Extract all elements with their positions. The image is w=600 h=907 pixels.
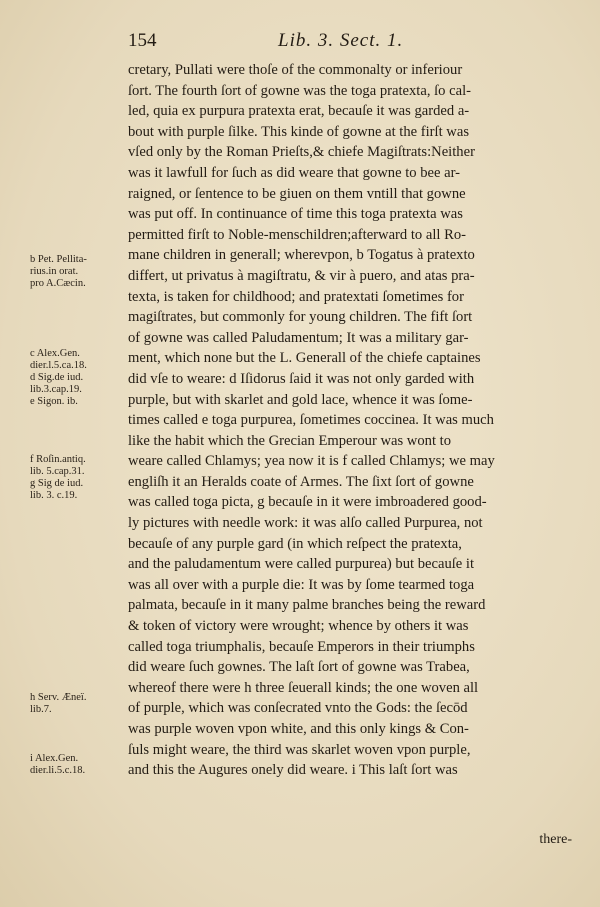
margin-note-line: pro A.Cæcin. [30, 278, 86, 289]
text-line: bout with purple ſilke. This kinde of gowne at the firſt was [128, 123, 470, 140]
margin-note [30, 454, 126, 502]
text-line: palmata, becauſe in it many palme branches being the reward [128, 597, 486, 614]
margin-note-line: lib.3.cap.19. [30, 384, 82, 395]
text-line: was it lawfull for ſuch as did weare that gowne to bee ar- [128, 164, 461, 181]
margin-note-line: lib.7. [30, 704, 52, 715]
margin-note [30, 692, 126, 716]
text-line: led, quia ex purpura pratexta erat, becauſe it was garded a- [128, 103, 470, 120]
text-line: whereof there were h three ſeuerall kinds; the one woven all [128, 679, 479, 696]
running-head: Lib. 3. Sect. 1. [278, 30, 404, 51]
margin-note [30, 348, 126, 408]
margin-note-line: c Alex.Gen. [30, 348, 80, 359]
text-line: and this the Augures onely did weare. i This laſt ſort was [128, 762, 458, 779]
text-line: like the habit which the Grecian Emperour was wont to [128, 432, 451, 449]
margin-note [30, 753, 126, 777]
margin-note-line: dier.l.5.ca.18. [30, 360, 87, 371]
text-line: ment, which none but the L. Generall of the chiefe captaines [128, 350, 481, 367]
page-header [128, 30, 578, 54]
text-line: mane children in generall; wherevpon, b Togatus à pratexto [128, 247, 475, 264]
text-line: was purple woven vpon white, and this only kings & Con- [128, 721, 469, 737]
text-line: called toga triumphalis, becauſe Emperors in their triumphs [128, 638, 475, 655]
page-number: 154 [128, 30, 157, 51]
margin-note [30, 254, 126, 290]
text-line: differt, ut privatus à magiſtratu, & vir à puero, and atas pra- [128, 267, 475, 284]
margin-note-line: b Pet. Pellita- [30, 254, 87, 265]
text-line: ſuls might weare, the third was skarlet woven vpon purple, [128, 741, 471, 758]
text-line: and the paludamentum were called purpurea) but becauſe it [128, 556, 475, 573]
text-line: magiſtrates, but commonly for young children. The fift ſort [128, 309, 473, 326]
margin-note-line: lib. 5.cap.31. [30, 466, 85, 477]
text-line: was put off. In continuance of time this toga pratexta was [128, 206, 463, 223]
text-line: raigned, or ſentence to be giuen on them vntill that gowne [128, 185, 466, 202]
main-text [128, 60, 572, 781]
margin-note-line: lib. 3. c.19. [30, 490, 78, 501]
text-line: texta, is taken for childhood; and pratextati ſometimes for [128, 288, 464, 305]
margin-note-line: rius.in orat. [30, 266, 79, 277]
margin-note-line: dier.li.5.c.18. [30, 765, 86, 776]
text-line: times called e toga purpurea, ſometimes coccinea. It was much [128, 412, 494, 429]
text-line: cretary, Pullati were thoſe of the commonalty or inferiour [128, 62, 463, 78]
margin-note-line: i Alex.Gen. [30, 753, 79, 764]
text-line: did vſe to weare: d Iſidorus ſaid it was not only garded with [128, 370, 475, 387]
margin-note-line: g Sig de iud. [30, 478, 84, 489]
text-line: engliſh it an Heralds coate of Armes. The ſixt ſort of gowne [128, 473, 474, 490]
text-line: was all over with a purple die: It was by ſome tearmed toga [128, 576, 475, 593]
margin-note-line: d Sig.de iud. [30, 372, 84, 383]
text-line: ſort. The fourth ſort of gowne was the toga pratexta, ſo cal- [128, 82, 471, 99]
margin-note-line: e Sigon. ib. [30, 396, 78, 407]
text-line: was called toga picta, g becauſe in it were imbroadered good- [128, 494, 487, 511]
text-line: vſed only by the Roman Prieſts,& chiefe Magiſtrats:Neither [128, 144, 475, 161]
margin-note-line: h Serv. Æneï. [30, 692, 87, 703]
text-line: of purple, which was conſecrated vnto the Gods: the ſecōd [128, 700, 468, 717]
text-line: of gowne was called Paludamentum; It was a military gar- [128, 329, 469, 346]
text-line: permitted firſt to Noble-menschildren;afterward to all Ro- [128, 226, 466, 243]
catchword: there- [539, 832, 572, 847]
text-line: weare called Chlamys; yea now it is f called Chlamys; we may [128, 453, 495, 470]
text-line: ly pictures with needle work: it was alſo called Purpurea, not [128, 515, 483, 532]
margin-note-line: f Roſin.antiq. [30, 454, 86, 465]
text-line: & token of victory were wrought; whence by others it was [128, 618, 469, 635]
text-line: becauſe of any purple gard (in which reſpect the pratexta, [128, 535, 462, 552]
text-line: did weare ſuch gownes. The laſt ſort of gowne was Trabea, [128, 659, 470, 676]
text-line: purple, but with skarlet and gold lace, whence it was ſome- [128, 391, 473, 408]
